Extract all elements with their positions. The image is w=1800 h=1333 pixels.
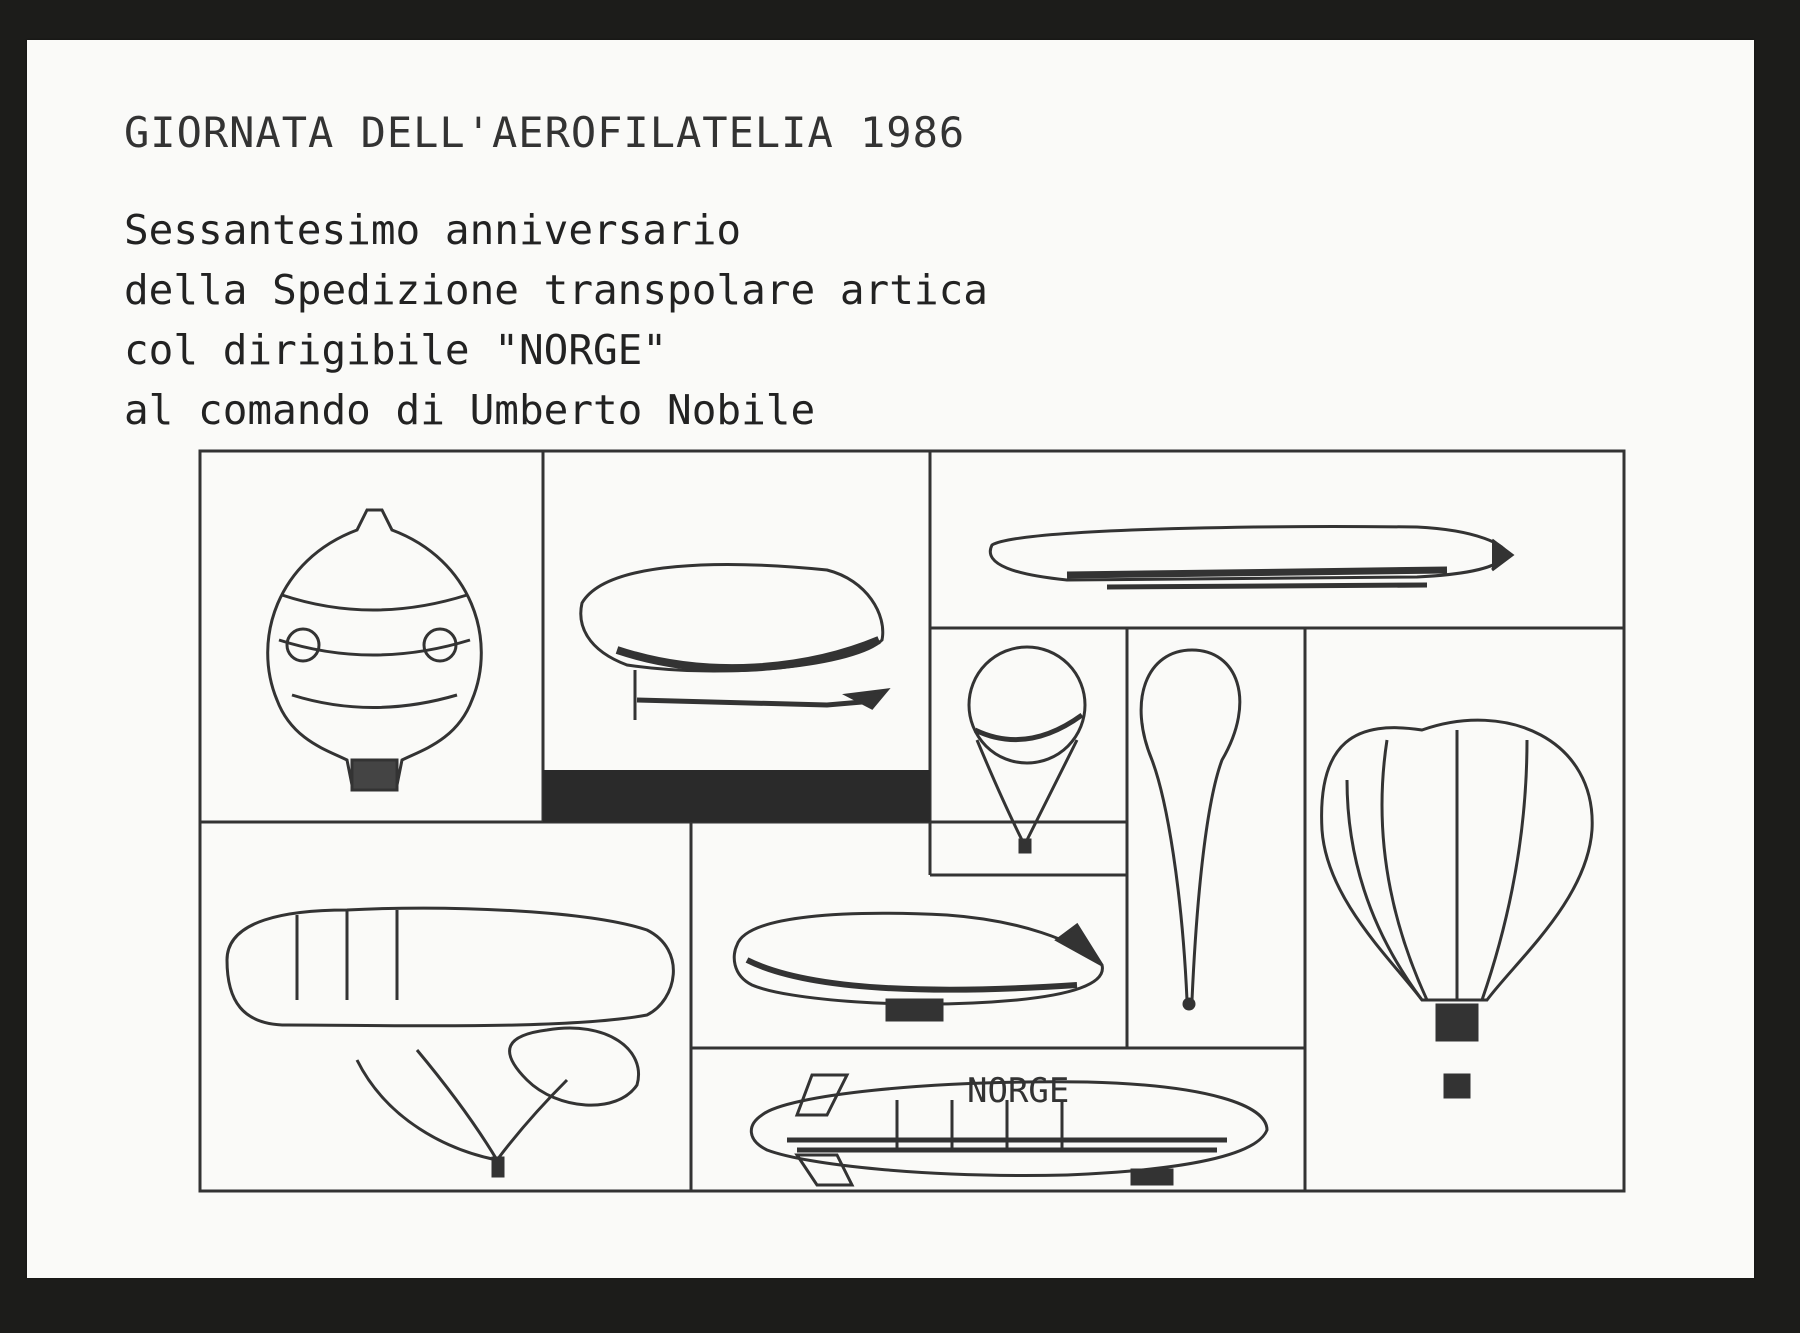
montgolfier-balloon-icon	[268, 510, 482, 790]
text-line-2: della Spedizione transpolare artica	[124, 266, 988, 314]
hot-air-balloon-icon	[1322, 720, 1593, 1097]
norge-label: NORGE	[967, 1071, 1070, 1111]
stratospheric-balloon-icon	[1141, 650, 1240, 1009]
norge-airship-icon	[751, 1071, 1267, 1185]
text-line-4: al comando di Umberto Nobile	[124, 386, 816, 434]
early-airship-icon	[581, 565, 887, 720]
text-line-3: col dirigibile "NORGE"	[124, 326, 668, 374]
blimp-icon	[734, 913, 1102, 1020]
kite-balloon-icon	[227, 908, 673, 1176]
postcard	[27, 40, 1754, 1278]
dark-band	[543, 770, 930, 822]
text-line-1: Sessantesimo anniversario	[124, 206, 742, 254]
illustration-grid	[27, 40, 1754, 1278]
zeppelin-icon	[990, 527, 1512, 587]
card-title: GIORNATA DELL'AEROFILATELIA 1986	[124, 108, 966, 157]
